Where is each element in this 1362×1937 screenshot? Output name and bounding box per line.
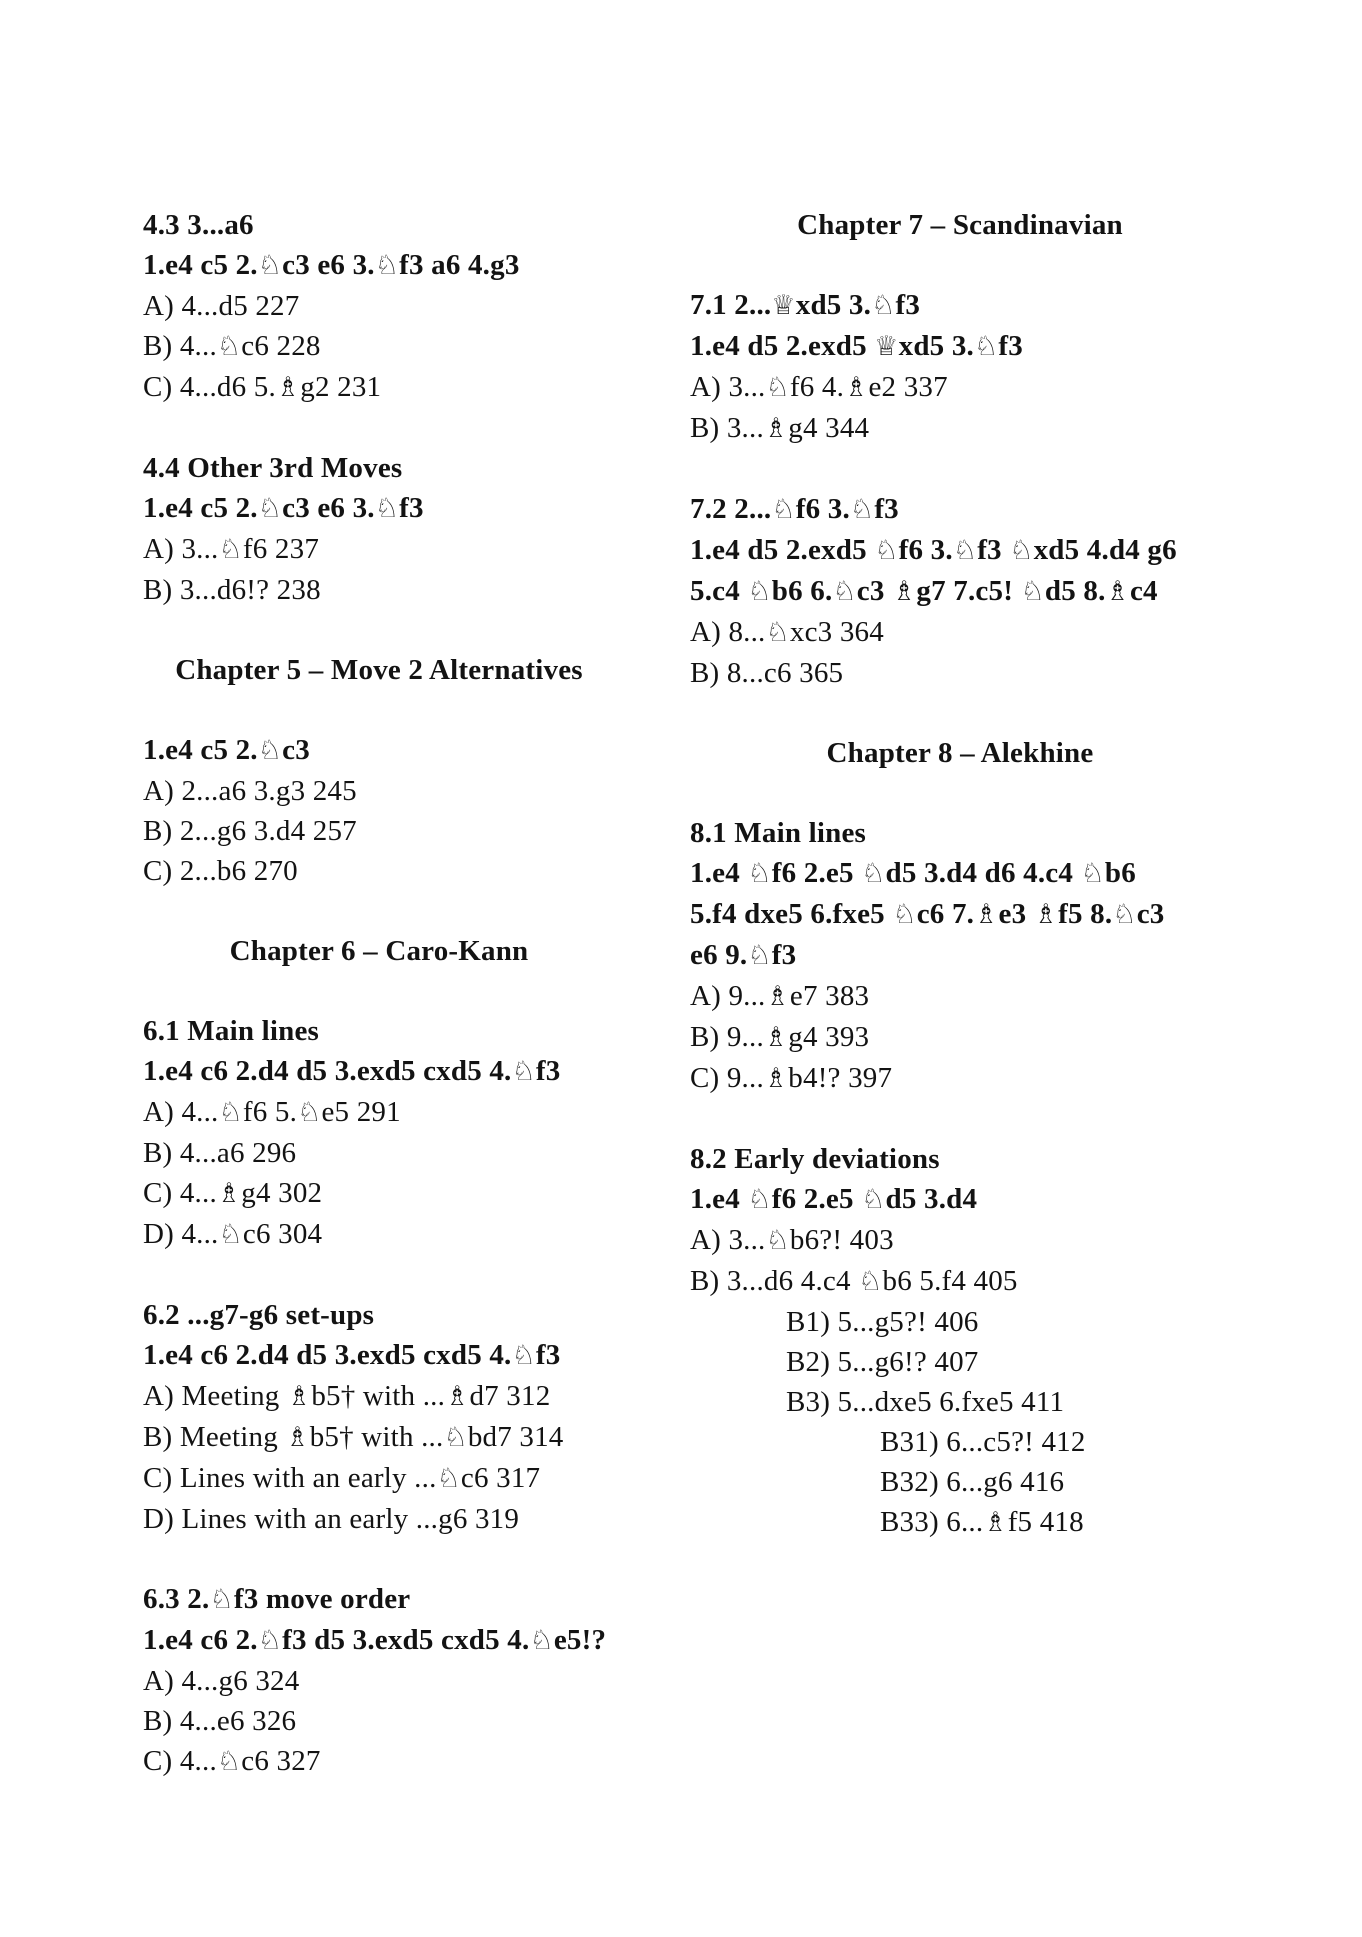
knight-icon: ♘ [765,617,790,648]
variation-item: C) Lines with an early ...♘c6 317 [143,1462,541,1494]
bishop-icon: ♗ [763,1063,789,1094]
knight-icon: ♘ [374,493,400,524]
toc-column-right [690,205,1230,1583]
toc-section [143,205,615,408]
section-heading: 6.2 ...g7-g6 set-ups [143,1299,375,1331]
knight-icon: ♘ [529,1625,554,1656]
toc-chapter [143,931,615,971]
variation-item: B) 4...♘c6 228 [143,330,321,362]
variation-item: C) 2...b6 270 [143,855,298,887]
variation-subitem: B2) 5...g6!? 407 [786,1346,979,1378]
toc-section [143,1011,615,1255]
knight-icon: ♘ [973,331,999,362]
knight-icon: ♘ [849,494,875,525]
knight-icon: ♘ [1112,899,1137,930]
variation-item: A) 3...♘f6 4.♗e2 337 [690,371,948,403]
chapter-heading: Chapter 7 – Scandinavian [797,209,1123,241]
variation-item: B) 3...d6 4.c4 ♘b6 5.f4 405 [690,1265,1018,1297]
knight-icon: ♘ [1080,858,1105,889]
chapter-heading: Chapter 8 – Alekhine [826,737,1094,769]
variation-item: C) 4...♘c6 327 [143,1745,321,1777]
move-sequence: 1.e4 d5 2.exd5 ♘f6 3.♘f3 ♘xd5 4.d4 g6 [690,534,1177,566]
bishop-icon: ♗ [763,413,789,444]
section-heading: 7.1 2...♕xd5 3.♘f3 [690,289,921,321]
variation-item: A) 3...♘f6 237 [143,533,320,565]
move-sequence: 1.e4 c6 2.♘f3 d5 3.exd5 cxd5 4.♘e5!? [143,1624,607,1656]
knight-icon: ♘ [747,1184,772,1215]
variation-item: A) 4...d5 227 [143,290,300,322]
toc-section [690,1139,1230,1543]
bishop-icon: ♗ [844,372,869,403]
knight-icon: ♘ [952,535,978,566]
variation-item: B) 4...e6 326 [143,1705,297,1737]
variation-item: B) 2...g6 3.d4 257 [143,815,357,847]
knight-icon: ♘ [436,1463,461,1494]
knight-icon: ♘ [747,940,772,971]
knight-icon: ♘ [747,576,772,607]
bishop-icon: ♗ [286,1381,312,1412]
variation-item: C) 4...d6 5.♗g2 231 [143,371,382,403]
bishop-icon: ♗ [763,1022,789,1053]
section-heading: 7.2 2...♘f6 3.♘f3 [690,493,899,525]
variation-item: C) 9...♗b4!? 397 [690,1062,893,1094]
knight-icon: ♘ [874,535,899,566]
move-sequence: 5.f4 dxe5 6.fxe5 ♘c6 7.♗e3 ♗f5 8.♘c3 [690,898,1165,930]
move-sequence: e6 9.♘f3 [690,939,797,971]
move-sequence: 1.e4 c5 2.♘c3 e6 3.♘f3 [143,492,424,524]
knight-icon: ♘ [858,1266,883,1297]
knight-icon: ♘ [1020,576,1045,607]
knight-icon: ♘ [257,1625,283,1656]
knight-icon: ♘ [257,250,283,281]
toc-chapter [690,733,1230,773]
queen-icon: ♕ [874,331,899,362]
variation-item: A) 2...a6 3.g3 245 [143,775,357,807]
variation-item: A) 3...♘b6?! 403 [690,1224,894,1256]
variation-item: A) 9...♗e7 383 [690,980,870,1012]
variation-subsubitem: B33) 6...♗f5 418 [880,1506,1084,1538]
chapter-heading: Chapter 6 – Caro-Kann [229,935,529,967]
variation-subitem: B3) 5...dxe5 6.fxe5 411 [786,1386,1065,1418]
toc-chapter [143,650,615,690]
move-sequence: 1.e4 ♘f6 2.e5 ♘d5 3.d4 d6 4.c4 ♘b6 [690,857,1136,889]
knight-icon: ♘ [832,576,857,607]
variation-item: A) Meeting ♗b5† with ...♗d7 312 [143,1380,551,1412]
knight-icon: ♘ [892,899,917,930]
variation-subsubitem: B31) 6...c5?! 412 [880,1426,1086,1458]
variation-item: A) 8...♘xc3 364 [690,616,884,648]
toc-section [690,489,1230,693]
variation-item: B) 3...♗g4 344 [690,412,870,444]
knight-icon: ♘ [765,372,790,403]
bishop-icon: ♗ [275,372,301,403]
knight-icon: ♘ [871,290,896,321]
knight-icon: ♘ [771,494,796,525]
knight-icon: ♘ [218,1097,243,1128]
move-sequence: 1.e4 ♘f6 2.e5 ♘d5 3.d4 [690,1183,978,1215]
section-heading: 6.3 2.♘f3 move order [143,1583,411,1615]
toc-section [690,285,1230,449]
knight-icon: ♘ [216,1746,242,1777]
bishop-icon: ♗ [445,1381,470,1412]
bishop-icon: ♗ [974,899,999,930]
knight-icon: ♘ [297,1097,322,1128]
variation-subitem: B1) 5...g5?! 406 [786,1306,979,1338]
knight-icon: ♘ [218,534,243,565]
variation-item: B) 8...c6 365 [690,657,844,689]
section-heading: 4.4 Other 3rd Moves [143,452,403,484]
section-heading: 4.3 3...a6 [143,209,254,241]
knight-icon: ♘ [443,1422,468,1453]
bishop-icon: ♗ [1105,576,1130,607]
variation-item: A) 4...♘f6 5.♘e5 291 [143,1096,401,1128]
knight-icon: ♘ [209,1584,234,1615]
move-sequence: 1.e4 c6 2.d4 d5 3.exd5 cxd5 4.♘f3 [143,1339,561,1371]
variation-item: C) 4...♗g4 302 [143,1177,323,1209]
toc-section [143,730,615,891]
knight-icon: ♘ [374,250,400,281]
knight-icon: ♘ [216,331,242,362]
variation-item: D) 4...♘c6 304 [143,1218,323,1250]
move-sequence: 1.e4 c6 2.d4 d5 3.exd5 cxd5 4.♘f3 [143,1055,561,1087]
chapter-heading: Chapter 5 – Move 2 Alternatives [175,654,583,686]
bishop-icon: ♗ [892,576,917,607]
knight-icon: ♘ [1009,535,1034,566]
toc-column-left [143,205,615,1822]
toc-section [143,448,615,610]
move-sequence: 1.e4 c5 2.♘c3 [143,734,310,766]
knight-icon: ♘ [257,735,283,766]
variation-item: A) 4...g6 324 [143,1665,300,1697]
variation-subsubitem: B32) 6...g6 416 [880,1466,1065,1498]
knight-icon: ♘ [765,1225,790,1256]
variation-item: D) Lines with an early ...g6 319 [143,1503,520,1535]
variation-item: B) 9...♗g4 393 [690,1021,870,1053]
queen-icon: ♕ [771,290,796,321]
bishop-icon: ♗ [1033,899,1059,930]
knight-icon: ♘ [511,1056,536,1087]
toc-chapter [690,205,1230,245]
variation-item: B) 4...a6 296 [143,1137,297,1169]
bishop-icon: ♗ [765,981,790,1012]
knight-icon: ♘ [511,1340,536,1371]
knight-icon: ♘ [218,1219,243,1250]
section-heading: 8.1 Main lines [690,817,867,849]
variation-item: B) Meeting ♗b5† with ...♘bd7 314 [143,1421,564,1453]
knight-icon: ♘ [747,858,772,889]
move-sequence: 1.e4 d5 2.exd5 ♕xd5 3.♘f3 [690,330,1023,362]
toc-section [690,813,1230,1099]
bishop-icon: ♗ [216,1178,242,1209]
toc-section [143,1295,615,1539]
bishop-icon: ♗ [983,1507,1008,1538]
section-heading: 8.2 Early deviations [690,1143,940,1175]
knight-icon: ♘ [861,1184,886,1215]
move-sequence: 5.c4 ♘b6 6.♘c3 ♗g7 7.c5! ♘d5 8.♗c4 [690,575,1158,607]
knight-icon: ♘ [861,858,886,889]
variation-item: B) 3...d6!? 238 [143,574,321,606]
move-sequence: 1.e4 c5 2.♘c3 e6 3.♘f3 a6 4.g3 [143,249,520,281]
knight-icon: ♘ [257,493,283,524]
section-heading: 6.1 Main lines [143,1015,320,1047]
toc-section [143,1579,615,1782]
bishop-icon: ♗ [285,1422,310,1453]
